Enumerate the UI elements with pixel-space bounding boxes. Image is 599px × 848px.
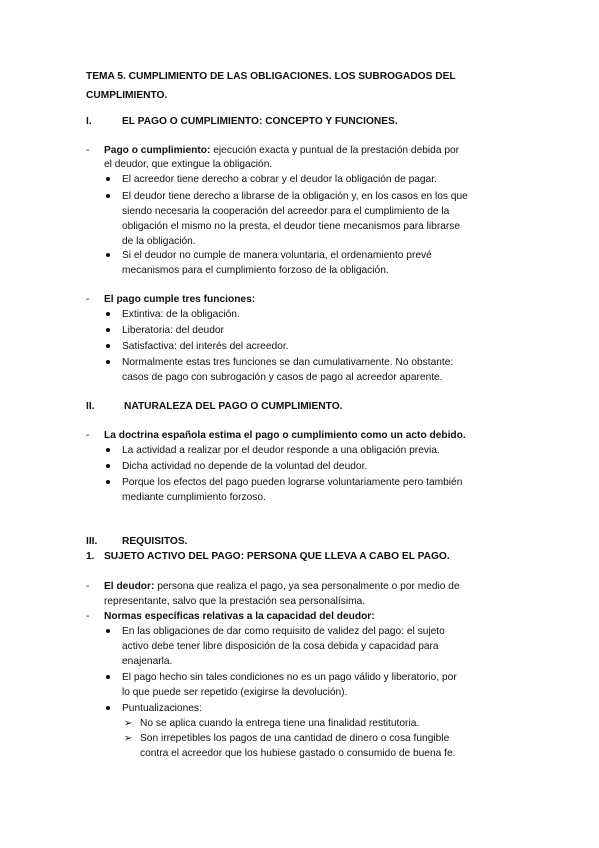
list-item-text: Son irrepetibles los pagos de una cantidad de dinero o cosa fungible xyxy=(140,733,450,744)
list-item-text: Dicha actividad no depende de la voluntad del deudor. xyxy=(122,461,368,472)
bullet-dot xyxy=(106,448,110,452)
list-item-text: El acreedor tiene derecho a cobrar y el deudor la obligación de pagar. xyxy=(122,174,437,185)
list-item-text: Si el deudor no cumple de manera voluntaria, el ordenamiento prevé xyxy=(122,250,432,261)
list-item-text: mecanismos para el cumplimiento forzoso de la obligación. xyxy=(122,265,389,276)
arrow-bullet-icon: ➢ xyxy=(124,718,133,729)
document-title-line-1: TEMA 5. CUMPLIMIENTO DE LAS OBLIGACIONES. LOS SUBROGADOS DEL xyxy=(86,71,456,82)
bullet-dot xyxy=(106,177,110,181)
paragraph-deudor-line-2: representante, salvo que la prestación sea personalísima. xyxy=(104,596,366,607)
list-item-text: siendo necesaria la cooperación del acreedor para el cumplimiento de la xyxy=(122,206,450,217)
list-item-text: En las obligaciones de dar como requisito de validez del pago: el sujeto xyxy=(122,626,445,637)
bullet-dot xyxy=(106,675,110,679)
bullet-dot xyxy=(106,480,110,484)
term-el-deudor: El deudor: xyxy=(104,581,155,592)
list-item-text: activo debe tener libre disposición de la cosa debida y capacidad para xyxy=(122,641,439,652)
list-item-text: Satisfactiva: del interés del acreedor. xyxy=(122,341,289,352)
arrow-bullet-icon: ➢ xyxy=(124,733,133,744)
section-3-number: III. xyxy=(86,536,98,547)
section-1-number: I. xyxy=(86,116,92,127)
bullet-dot xyxy=(106,328,110,332)
paragraph-pago-line-2: el deudor, que extingue la obligación. xyxy=(104,159,273,170)
list-item-text: contra el acreedor que los hubiese gastado o consumido de buena fe. xyxy=(140,748,456,759)
list-item-text: enajenarla. xyxy=(122,656,173,667)
paragraph-deudor-line-1: El deudor: persona que realiza el pago, ya sea personalmente o por medio de xyxy=(104,581,460,592)
dash-marker: - xyxy=(86,145,90,156)
list-item-text: El deudor tiene derecho a librarse de la obligación y, en los casos en los que xyxy=(122,191,468,202)
bullet-dot xyxy=(106,253,110,257)
list-item-text: Normalmente estas tres funciones se dan cumulativamente. No obstante: xyxy=(122,357,454,368)
list-item-text: obligación el mismo no la presta, el deudor tiene mecanismos para librarse xyxy=(122,221,461,232)
bullet-dot xyxy=(106,464,110,468)
subsection-1-heading: SUJETO ACTIVO DEL PAGO: PERSONA QUE LLEVA A CABO EL PAGO. xyxy=(104,551,450,562)
section-1-heading: EL PAGO O CUMPLIMIENTO: CONCEPTO Y FUNCIONES. xyxy=(122,116,398,127)
dash-marker: - xyxy=(86,294,90,305)
subsection-1-number: 1. xyxy=(86,551,95,562)
section-2-heading: NATURALEZA DEL PAGO O CUMPLIMIENTO. xyxy=(124,401,343,412)
list-item-text: La actividad a realizar por el deudor responde a una obligación previa. xyxy=(122,445,440,456)
list-item-text: de la obligación. xyxy=(122,236,196,247)
term-normas-especificas: Normas específicas relativas a la capacidad del deudor: xyxy=(104,611,375,622)
bullet-dot xyxy=(106,706,110,710)
bullet-dot xyxy=(106,312,110,316)
section-2-number: II. xyxy=(86,401,95,412)
term-pago-cumplimiento: Pago o cumplimiento: xyxy=(104,145,211,156)
dash-marker: - xyxy=(86,430,90,441)
list-item-text: lo que puede ser repetido (exigirse la devolución). xyxy=(122,687,348,698)
bullet-dot xyxy=(106,360,110,364)
list-item-text: Liberatoria: del deudor xyxy=(122,325,224,336)
dash-marker: - xyxy=(86,611,90,622)
bullet-dot xyxy=(106,344,110,348)
list-item-text: No se aplica cuando la entrega tiene una finalidad restitutoria. xyxy=(140,718,420,729)
list-item-text: Porque los efectos del pago pueden lograrse voluntariamente pero también xyxy=(122,477,463,488)
term-tres-funciones: El pago cumple tres funciones: xyxy=(104,294,256,305)
document-title-line-2: CUMPLIMIENTO. xyxy=(86,90,168,101)
paragraph-pago-line-1: Pago o cumplimiento: ejecución exacta y puntual de la prestación debida por xyxy=(104,145,460,156)
bullet-dot xyxy=(106,194,110,198)
dash-marker: - xyxy=(86,581,90,592)
term-acto-debido: La doctrina española estima el pago o cumplimiento como un acto debido. xyxy=(104,430,466,441)
section-3-heading: REQUISITOS. xyxy=(122,536,188,547)
list-item-text: casos de pago con subrogación y casos de pago al acreedor aparente. xyxy=(122,372,443,383)
list-item-text: Puntualizaciones: xyxy=(122,703,202,714)
list-item-text: El pago hecho sin tales condiciones no es un pago válido y liberatorio, por xyxy=(122,672,457,683)
bullet-dot xyxy=(106,629,110,633)
list-item-text: Extintiva: de la obligación. xyxy=(122,309,240,320)
list-item-text: mediante cumplimiento forzoso. xyxy=(122,492,266,503)
